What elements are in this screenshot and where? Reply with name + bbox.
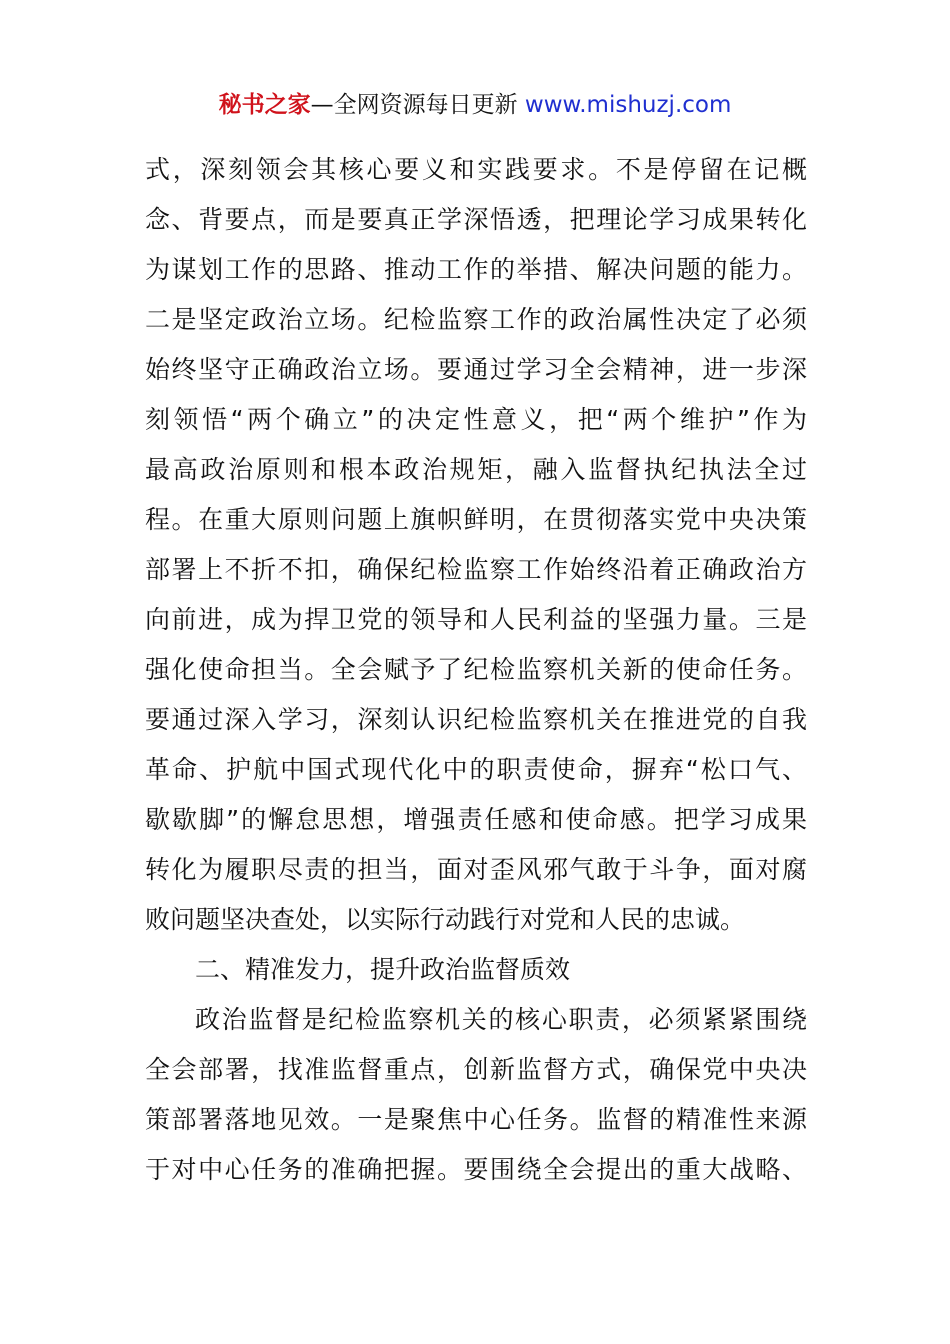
text-line: 念、背要点，而是要真正学深悟透，把理论学习成果转化 (145, 205, 807, 234)
text-line: 最高政治原则和根本政治规矩，融入监督执纪执法全过 (145, 455, 807, 484)
section-heading: 二、精准发力，提升政治监督质效 (195, 955, 571, 984)
document-body (145, 145, 807, 1195)
brand-name: 秘书之家 (218, 92, 311, 118)
text-line: 式，深刻领会其核心要义和实践要求。不是停留在记概 (145, 155, 807, 184)
text-line: 转化为履职尽责的担当，面对歪风邪气敢于斗争，面对腐 (145, 855, 807, 884)
text-line: 始终坚守正确政治立场。要通过学习全会精神，进一步深 (145, 355, 807, 384)
website-link[interactable]: www.mishuzj.com (524, 92, 732, 118)
text-line: 程。在重大原则问题上旗帜鲜明，在贯彻落实党中央决策 (145, 505, 807, 534)
header-tagline: —全网资源每日更新 (310, 92, 525, 118)
text-line: 部署上不折不扣，确保纪检监察工作始终沿着正确政治方 (145, 555, 807, 584)
text-line: 要通过深入学习，深刻认识纪检监察机关在推进党的自我 (145, 705, 807, 734)
text-line: 歇歇脚”的懈怠思想，增强责任感和使命感。把学习成果 (145, 805, 807, 834)
text-line: 二是坚定政治立场。纪检监察工作的政治属性决定了必须 (145, 305, 807, 334)
page-header (0, 88, 950, 122)
text-line: 政治监督是纪检监察机关的核心职责，必须紧紧围绕 (195, 1005, 807, 1034)
text-line: 败问题坚决查处，以实际行动践行对党和人民的忠诚。 (145, 905, 746, 934)
text-line: 策部署落地见效。一是聚焦中心任务。监督的精准性来源 (145, 1105, 807, 1134)
text-line: 于对中心任务的准确把握。要围绕全会提出的重大战略、 (145, 1155, 807, 1184)
text-line: 全会部署，找准监督重点，创新监督方式，确保党中央决 (145, 1055, 807, 1084)
text-line: 强化使命担当。全会赋予了纪检监察机关新的使命任务。 (145, 655, 807, 684)
text-line: 刻领悟“两个确立”的决定性意义，把“两个维护”作为 (145, 405, 807, 434)
text-line: 为谋划工作的思路、推动工作的举措、解决问题的能力。 (145, 255, 807, 284)
text-line: 革命、护航中国式现代化中的职责使命，摒弃“松口气、 (145, 755, 807, 784)
text-line: 向前进，成为捍卫党的领导和人民利益的坚强力量。三是 (145, 605, 807, 634)
